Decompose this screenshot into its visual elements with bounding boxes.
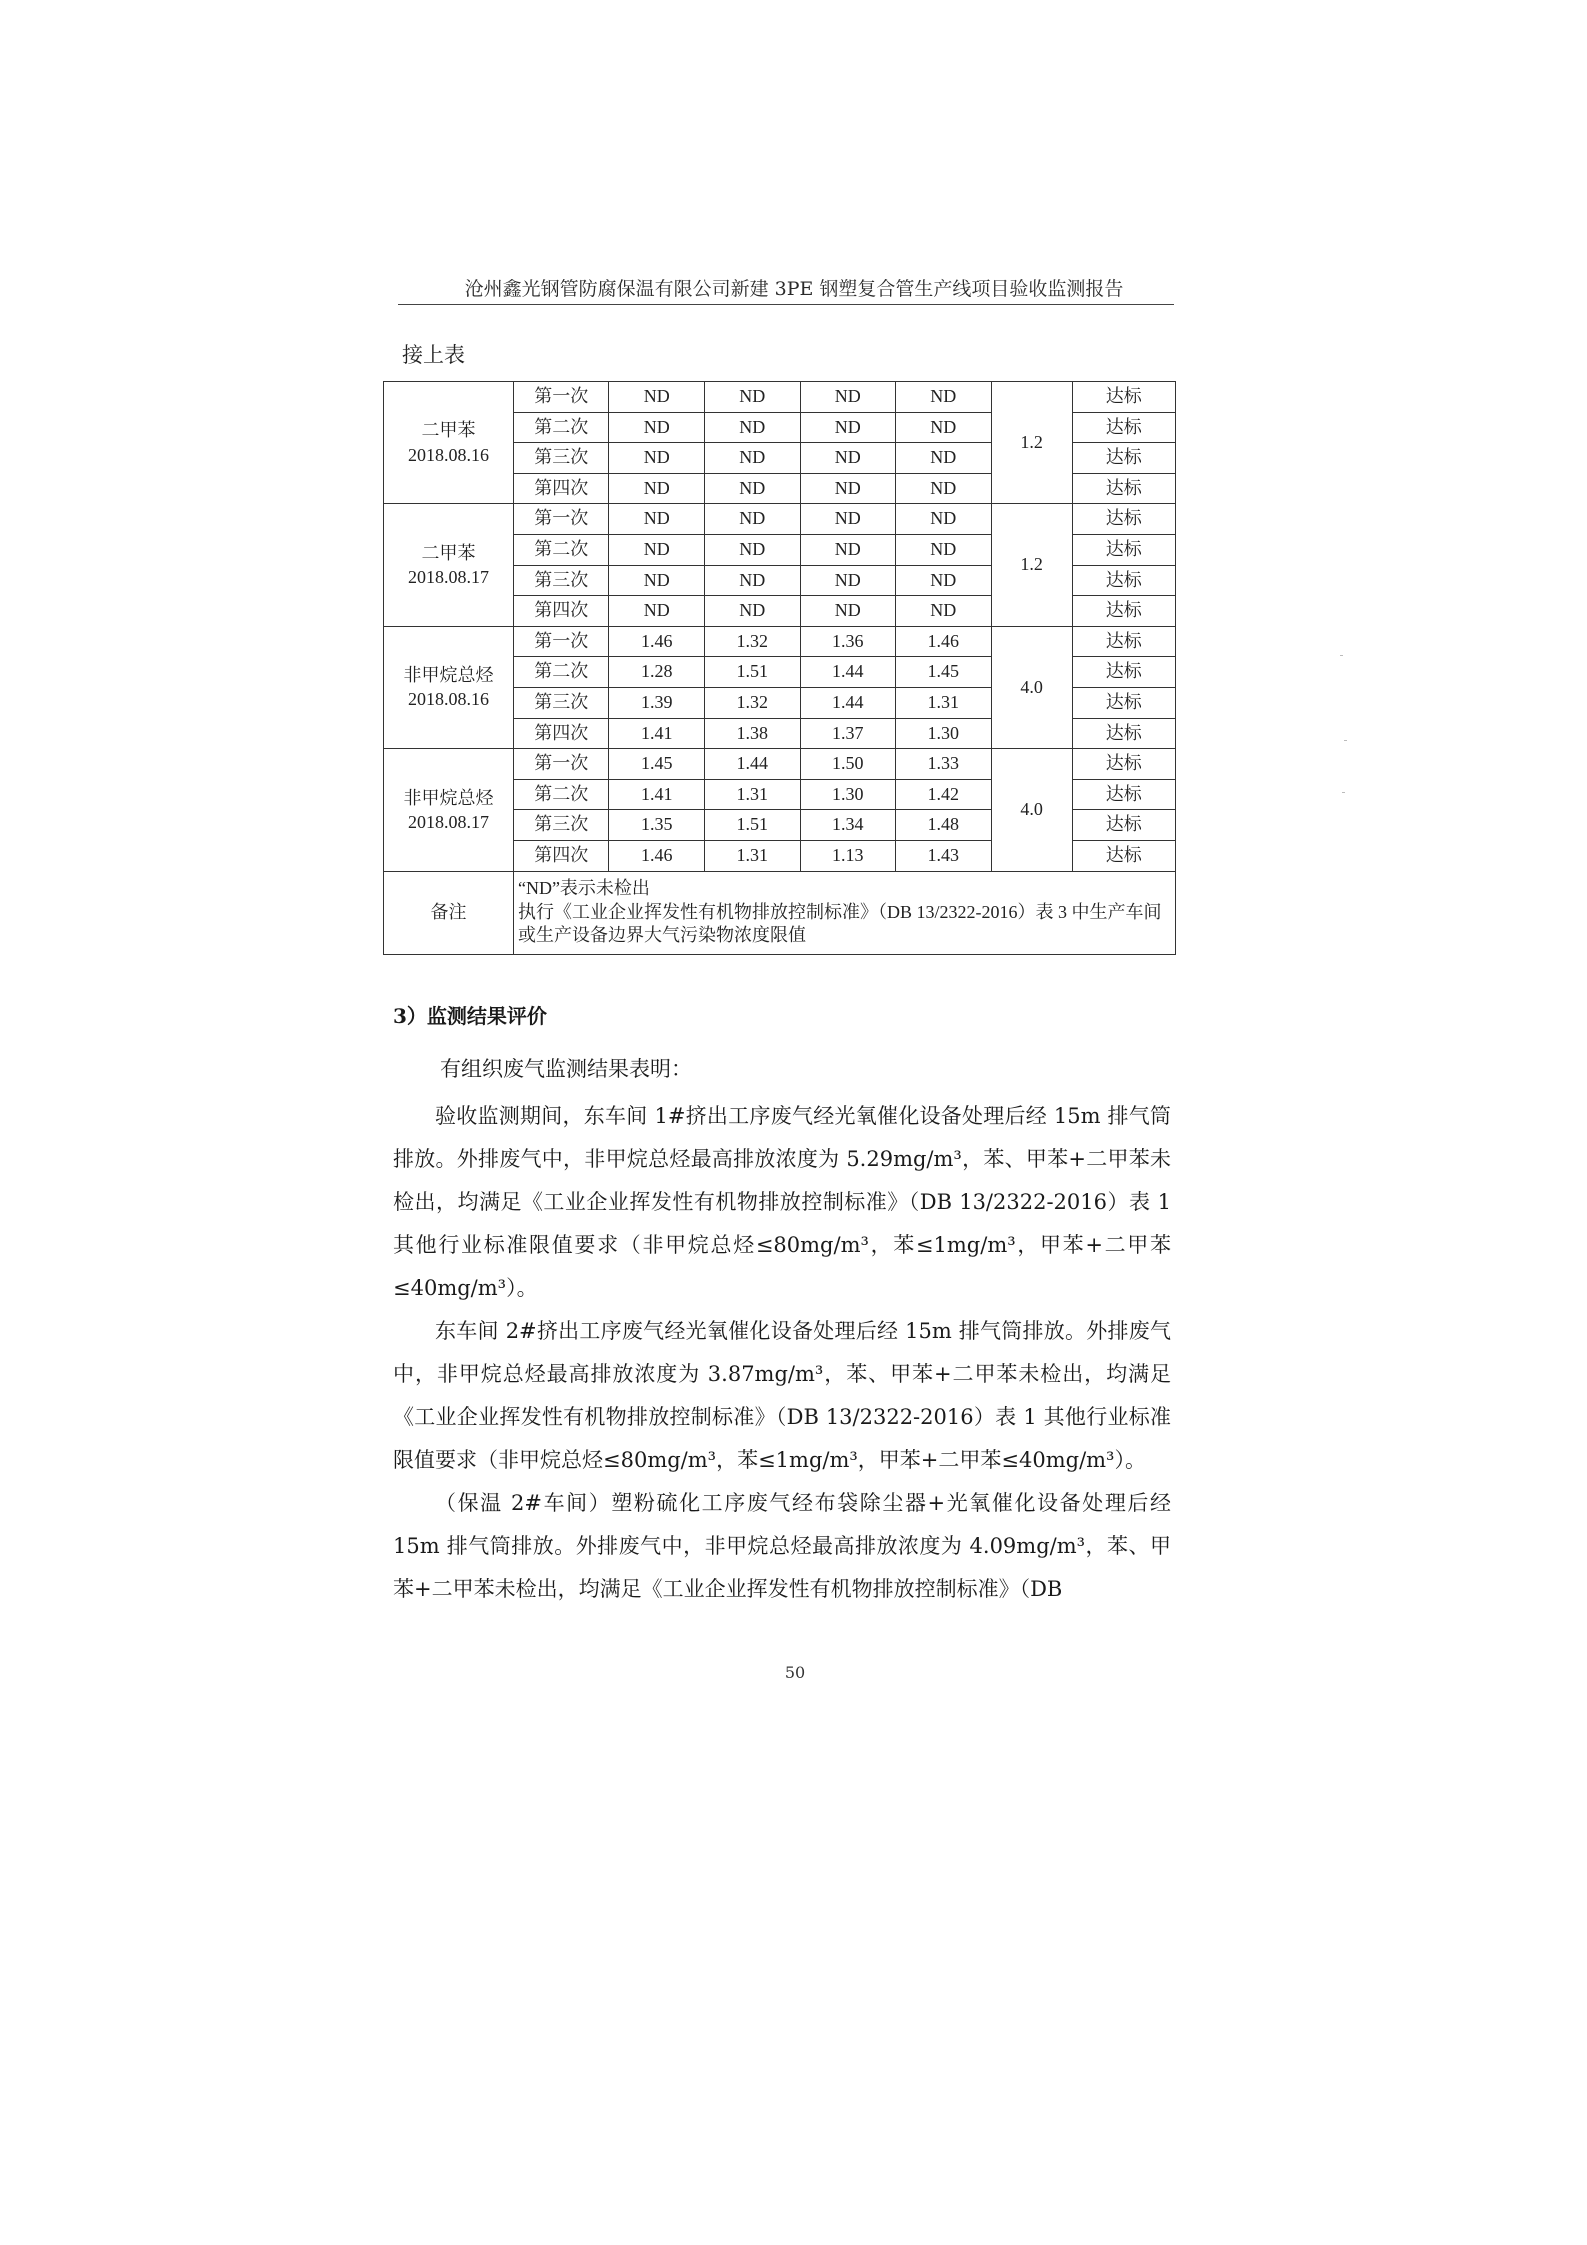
measurement-value: ND: [800, 565, 896, 596]
measurement-value: 1.35: [609, 810, 705, 841]
measurement-value: ND: [896, 534, 992, 565]
paragraph-1: 验收监测期间，东车间 1#挤出工序废气经光氧催化设备处理后经 15m 排气筒排放。外排废气中，非甲烷总烃最高排放浓度为 5.29mg/m³，苯、甲苯+二甲苯未检出，均满足《工业企业挥发性有机物排放控制标准》（DB 13/2322-2016）表 1 其他行业标准限值要求（非甲烷总烃≤80mg/m³，苯≤1mg/m³，甲苯+二甲苯≤40mg/m³）。: [393, 1104, 1171, 1300]
compliance-result: 达标: [1072, 657, 1175, 688]
remark-line-standard: 执行《工业企业挥发性有机物排放控制标准》（DB 13/2322-2016）表 3 中生产车间或生产设备边界大气污染物浓度限值: [517, 901, 1162, 946]
sample-round: 第一次: [513, 504, 609, 535]
sampling-date: 2018.08.17: [407, 567, 489, 588]
limit-value: 1.2: [991, 382, 1072, 504]
measurement-value: ND: [800, 504, 896, 535]
sample-round: 第一次: [513, 382, 609, 413]
measurement-value: ND: [704, 443, 800, 474]
compliance-result: 达标: [1072, 718, 1175, 749]
measurement-value: 1.37: [800, 718, 896, 749]
remark-line-nd: “ND”表示未检出: [517, 878, 650, 899]
measurement-value: 1.46: [609, 626, 705, 657]
pollutant-cell: [384, 504, 514, 626]
measurement-value: 1.41: [609, 718, 705, 749]
measurement-value: 1.36: [800, 626, 896, 657]
measurement-value: 1.30: [800, 779, 896, 810]
pollutant-name: 二甲苯: [421, 542, 476, 563]
compliance-result: 达标: [1072, 779, 1175, 810]
compliance-result: 达标: [1072, 687, 1175, 718]
measurement-value: 1.44: [704, 749, 800, 780]
sample-round: 第四次: [513, 840, 609, 871]
sample-round: 第三次: [513, 443, 609, 474]
measurement-value: 1.13: [800, 840, 896, 871]
limit-value: 1.2: [991, 504, 1072, 626]
measurement-value: ND: [609, 534, 705, 565]
measurement-value: 1.33: [896, 749, 992, 780]
measurement-value: ND: [800, 443, 896, 474]
measurement-value: ND: [896, 596, 992, 627]
table-row: [384, 626, 1176, 657]
sample-round: 第三次: [513, 810, 609, 841]
compliance-result: 达标: [1072, 840, 1175, 871]
sample-round: 第三次: [513, 687, 609, 718]
measurement-value: 1.46: [609, 840, 705, 871]
compliance-result: 达标: [1072, 565, 1175, 596]
sample-round: 第二次: [513, 534, 609, 565]
compliance-result: 达标: [1072, 382, 1175, 413]
paragraph-3: （保温 2#车间）塑粉硫化工序废气经布袋除尘器+光氧催化设备处理后经 15m 排气筒排放。外排废气中，非甲烷总烃最高排放浓度为 4.09mg/m³，苯、甲苯+二甲苯未检出，均满足《工业企业挥发性有机物排放控制标准》（DB: [393, 1491, 1171, 1601]
measurement-value: 1.39: [609, 687, 705, 718]
compliance-result: 达标: [1072, 443, 1175, 474]
measurement-value: 1.34: [800, 810, 896, 841]
sample-round: 第二次: [513, 412, 609, 443]
pollutant-cell: [384, 749, 514, 871]
remark-row: [384, 871, 1176, 954]
compliance-result: 达标: [1072, 596, 1175, 627]
header-rule: [398, 304, 1174, 305]
pollutant-cell: [384, 626, 514, 748]
measurement-value: 1.32: [704, 626, 800, 657]
measurement-value: ND: [896, 443, 992, 474]
measurement-value: ND: [704, 412, 800, 443]
pollutant-name: 非甲烷总烃: [403, 787, 494, 808]
measurement-value: 1.42: [896, 779, 992, 810]
subheading: 有组织废气监测结果表明：: [440, 1057, 692, 1081]
measurement-value: ND: [896, 473, 992, 504]
measurement-value: 1.28: [609, 657, 705, 688]
measurement-value: ND: [704, 534, 800, 565]
limit-value: 4.0: [991, 626, 1072, 748]
measurement-value: ND: [896, 382, 992, 413]
measurement-value: ND: [609, 382, 705, 413]
measurement-value: ND: [800, 473, 896, 504]
measurement-value: ND: [704, 596, 800, 627]
measurement-value: 1.41: [609, 779, 705, 810]
sampling-date: 2018.08.16: [407, 689, 489, 710]
measurement-value: ND: [896, 565, 992, 596]
measurement-value: ND: [609, 504, 705, 535]
sampling-date: 2018.08.16: [407, 444, 489, 465]
measurement-value: ND: [704, 473, 800, 504]
remark-text: [513, 871, 1175, 954]
page-number: 50: [784, 1663, 806, 1682]
measurement-value: 1.44: [800, 657, 896, 688]
measurement-value: 1.45: [896, 657, 992, 688]
measurement-value: ND: [609, 565, 705, 596]
measurement-value: ND: [896, 412, 992, 443]
sample-round: 第一次: [513, 626, 609, 657]
measurement-value: 1.31: [896, 687, 992, 718]
sample-round: 第二次: [513, 657, 609, 688]
measurement-value: ND: [609, 412, 705, 443]
measurement-value: ND: [800, 412, 896, 443]
compliance-result: 达标: [1072, 810, 1175, 841]
sample-round: 第四次: [513, 596, 609, 627]
measurement-value: ND: [609, 443, 705, 474]
measurement-value: ND: [704, 504, 800, 535]
scan-speck: [1342, 792, 1345, 793]
measurement-value: 1.30: [896, 718, 992, 749]
sample-round: 第三次: [513, 565, 609, 596]
scan-speck: [1344, 740, 1347, 741]
scan-speck: [1340, 655, 1343, 656]
compliance-result: 达标: [1072, 412, 1175, 443]
sample-round: 第四次: [513, 473, 609, 504]
monitoring-table: [383, 381, 1176, 955]
measurement-value: 1.43: [896, 840, 992, 871]
continued-label: 接上表: [402, 343, 465, 367]
pollutant-cell: [384, 382, 514, 504]
limit-value: 4.0: [991, 749, 1072, 871]
measurement-value: 1.51: [704, 657, 800, 688]
remark-label: 备注: [384, 871, 514, 954]
measurement-value: ND: [704, 565, 800, 596]
measurement-value: 1.48: [896, 810, 992, 841]
measurement-value: ND: [609, 596, 705, 627]
measurement-value: 1.31: [704, 840, 800, 871]
table-row: [384, 382, 1176, 413]
measurement-value: 1.31: [704, 779, 800, 810]
measurement-value: ND: [704, 382, 800, 413]
sample-round: 第二次: [513, 779, 609, 810]
measurement-value: ND: [800, 596, 896, 627]
measurement-value: ND: [896, 504, 992, 535]
paragraph-2: 东车间 2#挤出工序废气经光氧催化设备处理后经 15m 排气筒排放。外排废气中，非甲烷总烃最高排放浓度为 3.87mg/m³，苯、甲苯+二甲苯未检出，均满足《工业企业挥发性有机物排放控制标准》（DB 13/2322-2016）表 1 其他行业标准限值要求（非甲烷总烃≤80mg/m³，苯≤1mg/m³，甲苯+二甲苯≤40mg/m³）。: [393, 1319, 1171, 1472]
compliance-result: 达标: [1072, 504, 1175, 535]
measurement-value: 1.32: [704, 687, 800, 718]
measurement-value: 1.51: [704, 810, 800, 841]
section-title: 3）监测结果评价: [393, 1004, 547, 1028]
sample-round: 第四次: [513, 718, 609, 749]
compliance-result: 达标: [1072, 473, 1175, 504]
report-header: 沧州鑫光钢管防腐保温有限公司新建 3PE 钢塑复合管生产线项目验收监测报告: [464, 278, 1124, 300]
pollutant-name: 二甲苯: [421, 420, 476, 441]
table-body: [384, 382, 1176, 955]
compliance-result: 达标: [1072, 534, 1175, 565]
measurement-value: 1.50: [800, 749, 896, 780]
measurement-value: 1.38: [704, 718, 800, 749]
sample-round: 第一次: [513, 749, 609, 780]
measurement-value: 1.44: [800, 687, 896, 718]
measurement-value: 1.45: [609, 749, 705, 780]
measurement-value: ND: [800, 534, 896, 565]
pollutant-name: 非甲烷总烃: [403, 665, 494, 686]
compliance-result: 达标: [1072, 626, 1175, 657]
table-row: [384, 504, 1176, 535]
table-row: [384, 749, 1176, 780]
sampling-date: 2018.08.17: [407, 811, 489, 832]
compliance-result: 达标: [1072, 749, 1175, 780]
measurement-value: ND: [609, 473, 705, 504]
measurement-value: ND: [800, 382, 896, 413]
measurement-value: 1.46: [896, 626, 992, 657]
